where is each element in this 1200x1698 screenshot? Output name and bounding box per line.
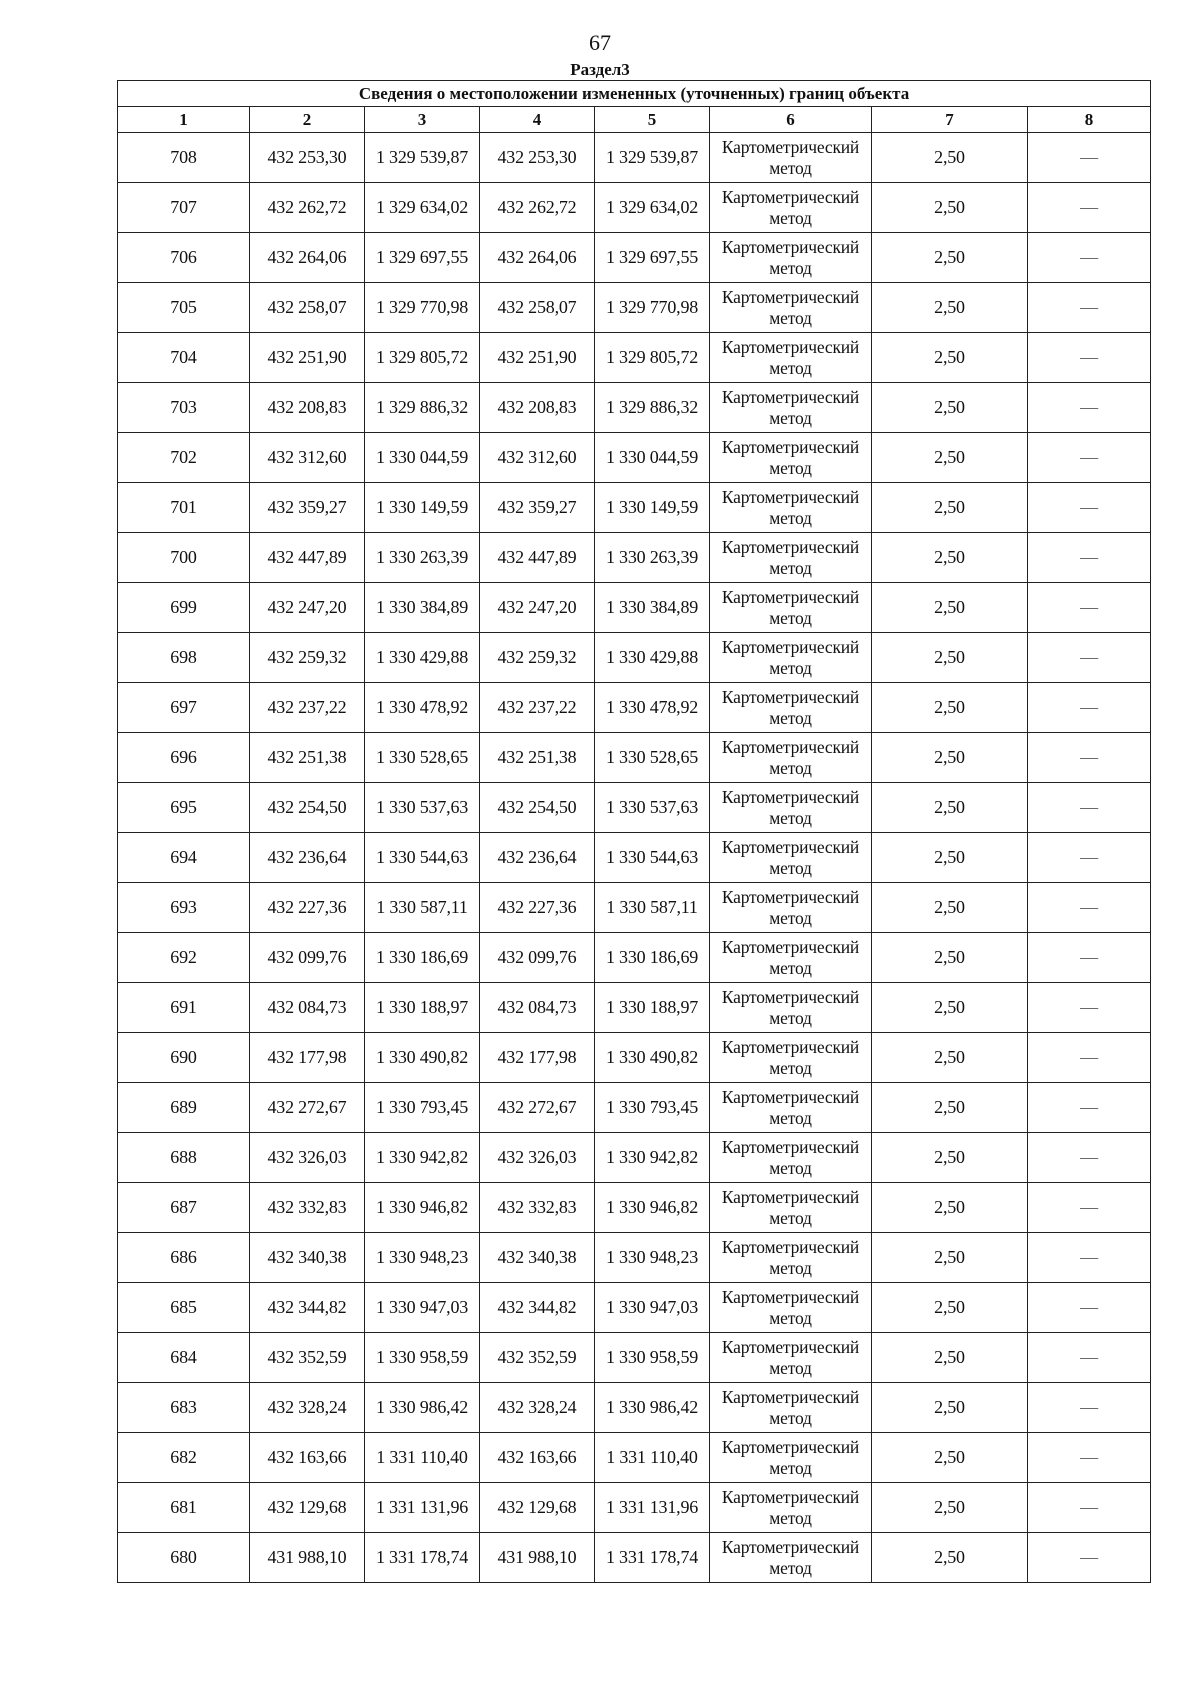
cell-y-new: 1 329 805,72 xyxy=(595,333,710,383)
cell-note: — xyxy=(1028,283,1151,333)
cell-x-new: 432 312,60 xyxy=(480,433,595,483)
cell-x-existing: 432 258,07 xyxy=(250,283,365,333)
cell-point-number: 685 xyxy=(118,1283,250,1333)
cell-point-number: 703 xyxy=(118,383,250,433)
cell-y-existing: 1 330 188,97 xyxy=(365,983,480,1033)
cell-x-existing: 432 340,38 xyxy=(250,1233,365,1283)
cell-note: — xyxy=(1028,1283,1151,1333)
cell-note: — xyxy=(1028,783,1151,833)
cell-note: — xyxy=(1028,833,1151,883)
cell-y-existing: 1 329 539,87 xyxy=(365,133,480,183)
cell-point-number: 706 xyxy=(118,233,250,283)
cell-x-existing: 432 237,22 xyxy=(250,683,365,733)
cell-y-new: 1 330 942,82 xyxy=(595,1133,710,1183)
cell-note: — xyxy=(1028,983,1151,1033)
table-row xyxy=(118,1183,1151,1233)
cell-y-existing: 1 330 429,88 xyxy=(365,633,480,683)
cell-method: Картометрический метод xyxy=(710,283,872,333)
cell-point-number: 695 xyxy=(118,783,250,833)
cell-method: Картометрический метод xyxy=(710,333,872,383)
cell-y-existing: 1 330 948,23 xyxy=(365,1233,480,1283)
cell-x-new: 432 272,67 xyxy=(480,1083,595,1133)
cell-accuracy: 2,50 xyxy=(872,433,1028,483)
cell-method: Картометрический метод xyxy=(710,883,872,933)
table-row xyxy=(118,583,1151,633)
cell-note: — xyxy=(1028,1233,1151,1283)
cell-note: — xyxy=(1028,1533,1151,1583)
table-row xyxy=(118,1433,1151,1483)
cell-point-number: 702 xyxy=(118,433,250,483)
table-row xyxy=(118,1033,1151,1083)
cell-accuracy: 2,50 xyxy=(872,283,1028,333)
column-number-row xyxy=(118,107,1151,133)
cell-method: Картометрический метод xyxy=(710,1333,872,1383)
cell-x-new: 432 177,98 xyxy=(480,1033,595,1083)
cell-accuracy: 2,50 xyxy=(872,1433,1028,1483)
cell-accuracy: 2,50 xyxy=(872,533,1028,583)
table-row xyxy=(118,433,1151,483)
cell-method: Картометрический метод xyxy=(710,433,872,483)
cell-x-new: 432 258,07 xyxy=(480,283,595,333)
cell-x-new: 432 328,24 xyxy=(480,1383,595,1433)
cell-point-number: 701 xyxy=(118,483,250,533)
cell-y-new: 1 329 770,98 xyxy=(595,283,710,333)
cell-note: — xyxy=(1028,883,1151,933)
cell-y-new: 1 330 490,82 xyxy=(595,1033,710,1083)
cell-accuracy: 2,50 xyxy=(872,383,1028,433)
cell-y-new: 1 329 539,87 xyxy=(595,133,710,183)
table-row xyxy=(118,483,1151,533)
table-row xyxy=(118,533,1151,583)
cell-x-existing: 432 259,32 xyxy=(250,633,365,683)
cell-x-existing: 432 312,60 xyxy=(250,433,365,483)
table-row xyxy=(118,633,1151,683)
cell-point-number: 686 xyxy=(118,1233,250,1283)
cell-x-existing: 432 236,64 xyxy=(250,833,365,883)
cell-point-number: 699 xyxy=(118,583,250,633)
cell-method: Картометрический метод xyxy=(710,783,872,833)
cell-y-new: 1 330 186,69 xyxy=(595,933,710,983)
cell-y-new: 1 330 544,63 xyxy=(595,833,710,883)
cell-accuracy: 2,50 xyxy=(872,1283,1028,1333)
cell-accuracy: 2,50 xyxy=(872,1383,1028,1433)
cell-x-existing: 432 328,24 xyxy=(250,1383,365,1433)
cell-point-number: 707 xyxy=(118,183,250,233)
column-number: 7 xyxy=(872,107,1028,133)
column-number: 8 xyxy=(1028,107,1151,133)
cell-accuracy: 2,50 xyxy=(872,1133,1028,1183)
cell-accuracy: 2,50 xyxy=(872,1083,1028,1133)
cell-method: Картометрический метод xyxy=(710,983,872,1033)
cell-point-number: 693 xyxy=(118,883,250,933)
cell-y-existing: 1 330 263,39 xyxy=(365,533,480,583)
cell-x-existing: 432 251,90 xyxy=(250,333,365,383)
cell-y-new: 1 330 384,89 xyxy=(595,583,710,633)
cell-x-existing: 432 247,20 xyxy=(250,583,365,633)
cell-method: Картометрический метод xyxy=(710,133,872,183)
table-row xyxy=(118,233,1151,283)
cell-method: Картометрический метод xyxy=(710,483,872,533)
cell-x-new: 432 227,36 xyxy=(480,883,595,933)
cell-y-new: 1 330 429,88 xyxy=(595,633,710,683)
table-row xyxy=(118,933,1151,983)
cell-note: — xyxy=(1028,333,1151,383)
cell-x-existing: 432 326,03 xyxy=(250,1133,365,1183)
cell-x-new: 432 247,20 xyxy=(480,583,595,633)
column-number: 3 xyxy=(365,107,480,133)
cell-accuracy: 2,50 xyxy=(872,1333,1028,1383)
cell-y-existing: 1 330 587,11 xyxy=(365,883,480,933)
cell-y-existing: 1 330 946,82 xyxy=(365,1183,480,1233)
cell-x-existing: 432 352,59 xyxy=(250,1333,365,1383)
cell-point-number: 692 xyxy=(118,933,250,983)
cell-accuracy: 2,50 xyxy=(872,883,1028,933)
cell-y-new: 1 330 946,82 xyxy=(595,1183,710,1233)
cell-note: — xyxy=(1028,1183,1151,1233)
cell-x-new: 432 208,83 xyxy=(480,383,595,433)
column-number: 1 xyxy=(118,107,250,133)
cell-accuracy: 2,50 xyxy=(872,633,1028,683)
table-row xyxy=(118,1383,1151,1433)
cell-point-number: 696 xyxy=(118,733,250,783)
cell-accuracy: 2,50 xyxy=(872,583,1028,633)
cell-y-existing: 1 330 537,63 xyxy=(365,783,480,833)
cell-point-number: 690 xyxy=(118,1033,250,1083)
table-row xyxy=(118,1533,1151,1583)
cell-y-existing: 1 331 131,96 xyxy=(365,1483,480,1533)
cell-accuracy: 2,50 xyxy=(872,133,1028,183)
cell-x-existing: 432 344,82 xyxy=(250,1283,365,1333)
cell-point-number: 684 xyxy=(118,1333,250,1383)
cell-x-new: 432 254,50 xyxy=(480,783,595,833)
cell-accuracy: 2,50 xyxy=(872,233,1028,283)
cell-note: — xyxy=(1028,533,1151,583)
cell-note: — xyxy=(1028,1483,1151,1533)
cell-y-new: 1 330 528,65 xyxy=(595,733,710,783)
cell-x-existing: 431 988,10 xyxy=(250,1533,365,1583)
cell-y-existing: 1 329 805,72 xyxy=(365,333,480,383)
cell-y-existing: 1 330 544,63 xyxy=(365,833,480,883)
cell-y-existing: 1 329 886,32 xyxy=(365,383,480,433)
cell-method: Картометрический метод xyxy=(710,1033,872,1083)
cell-y-new: 1 330 537,63 xyxy=(595,783,710,833)
cell-accuracy: 2,50 xyxy=(872,683,1028,733)
column-number: 6 xyxy=(710,107,872,133)
table-row xyxy=(118,133,1151,183)
cell-x-new: 432 236,64 xyxy=(480,833,595,883)
cell-x-existing: 432 447,89 xyxy=(250,533,365,583)
table-row xyxy=(118,983,1151,1033)
table-row xyxy=(118,183,1151,233)
cell-point-number: 683 xyxy=(118,1383,250,1433)
table-row xyxy=(118,1083,1151,1133)
table-row xyxy=(118,283,1151,333)
cell-note: — xyxy=(1028,1033,1151,1083)
cell-point-number: 688 xyxy=(118,1133,250,1183)
cell-x-new: 432 084,73 xyxy=(480,983,595,1033)
cell-note: — xyxy=(1028,1383,1151,1433)
cell-accuracy: 2,50 xyxy=(872,1483,1028,1533)
cell-point-number: 705 xyxy=(118,283,250,333)
cell-accuracy: 2,50 xyxy=(872,1533,1028,1583)
cell-note: — xyxy=(1028,633,1151,683)
cell-x-existing: 432 264,06 xyxy=(250,233,365,283)
cell-x-new: 432 099,76 xyxy=(480,933,595,983)
cell-note: — xyxy=(1028,233,1151,283)
cell-point-number: 704 xyxy=(118,333,250,383)
cell-y-new: 1 330 986,42 xyxy=(595,1383,710,1433)
table-row xyxy=(118,1483,1151,1533)
table-caption: Сведения о местоположении измененных (уточненных) границ объекта xyxy=(118,81,1151,107)
cell-x-new: 432 163,66 xyxy=(480,1433,595,1483)
table-row xyxy=(118,333,1151,383)
cell-note: — xyxy=(1028,183,1151,233)
cell-note: — xyxy=(1028,1433,1151,1483)
cell-y-existing: 1 330 044,59 xyxy=(365,433,480,483)
cell-accuracy: 2,50 xyxy=(872,1233,1028,1283)
cell-y-new: 1 330 478,92 xyxy=(595,683,710,733)
table-row xyxy=(118,733,1151,783)
cell-accuracy: 2,50 xyxy=(872,983,1028,1033)
cell-y-existing: 1 330 478,92 xyxy=(365,683,480,733)
cell-accuracy: 2,50 xyxy=(872,1033,1028,1083)
cell-note: — xyxy=(1028,1133,1151,1183)
cell-y-new: 1 330 188,97 xyxy=(595,983,710,1033)
cell-method: Картометрический метод xyxy=(710,1283,872,1333)
cell-x-existing: 432 163,66 xyxy=(250,1433,365,1483)
cell-point-number: 698 xyxy=(118,633,250,683)
cell-y-new: 1 330 149,59 xyxy=(595,483,710,533)
cell-y-existing: 1 329 770,98 xyxy=(365,283,480,333)
table-row xyxy=(118,1133,1151,1183)
cell-method: Картометрический метод xyxy=(710,933,872,983)
cell-method: Картометрический метод xyxy=(710,1533,872,1583)
cell-note: — xyxy=(1028,1333,1151,1383)
cell-y-new: 1 331 110,40 xyxy=(595,1433,710,1483)
table-row xyxy=(118,1233,1151,1283)
cell-y-existing: 1 331 110,40 xyxy=(365,1433,480,1483)
cell-x-new: 432 352,59 xyxy=(480,1333,595,1383)
column-number: 2 xyxy=(250,107,365,133)
cell-note: — xyxy=(1028,383,1151,433)
cell-x-new: 432 340,38 xyxy=(480,1233,595,1283)
cell-x-new: 432 259,32 xyxy=(480,633,595,683)
column-number: 5 xyxy=(595,107,710,133)
cell-x-new: 432 264,06 xyxy=(480,233,595,283)
table-body xyxy=(118,133,1151,1583)
cell-x-new: 432 129,68 xyxy=(480,1483,595,1533)
page-number: 67 xyxy=(589,30,611,55)
cell-point-number: 689 xyxy=(118,1083,250,1133)
cell-point-number: 680 xyxy=(118,1533,250,1583)
cell-point-number: 697 xyxy=(118,683,250,733)
cell-method: Картометрический метод xyxy=(710,733,872,783)
cell-note: — xyxy=(1028,583,1151,633)
cell-point-number: 700 xyxy=(118,533,250,583)
cell-accuracy: 2,50 xyxy=(872,783,1028,833)
cell-x-existing: 432 129,68 xyxy=(250,1483,365,1533)
cell-x-existing: 432 272,67 xyxy=(250,1083,365,1133)
cell-method: Картометрический метод xyxy=(710,833,872,883)
cell-method: Картометрический метод xyxy=(710,183,872,233)
cell-y-new: 1 330 958,59 xyxy=(595,1333,710,1383)
table-row xyxy=(118,783,1151,833)
cell-y-existing: 1 329 697,55 xyxy=(365,233,480,283)
cell-note: — xyxy=(1028,933,1151,983)
cell-y-existing: 1 330 186,69 xyxy=(365,933,480,983)
cell-accuracy: 2,50 xyxy=(872,483,1028,533)
cell-y-new: 1 331 131,96 xyxy=(595,1483,710,1533)
cell-point-number: 682 xyxy=(118,1433,250,1483)
table-row xyxy=(118,833,1151,883)
cell-accuracy: 2,50 xyxy=(872,1183,1028,1233)
cell-x-new: 432 262,72 xyxy=(480,183,595,233)
cell-point-number: 694 xyxy=(118,833,250,883)
cell-y-existing: 1 330 986,42 xyxy=(365,1383,480,1433)
cell-y-existing: 1 330 490,82 xyxy=(365,1033,480,1083)
cell-x-existing: 432 084,73 xyxy=(250,983,365,1033)
cell-y-existing: 1 330 942,82 xyxy=(365,1133,480,1183)
cell-y-existing: 1 330 149,59 xyxy=(365,483,480,533)
cell-y-existing: 1 330 384,89 xyxy=(365,583,480,633)
cell-note: — xyxy=(1028,733,1151,783)
cell-x-existing: 432 359,27 xyxy=(250,483,365,533)
cell-note: — xyxy=(1028,133,1151,183)
cell-x-new: 432 447,89 xyxy=(480,533,595,583)
cell-y-new: 1 330 948,23 xyxy=(595,1233,710,1283)
cell-method: Картометрический метод xyxy=(710,1133,872,1183)
cell-x-existing: 432 251,38 xyxy=(250,733,365,783)
cell-y-new: 1 329 697,55 xyxy=(595,233,710,283)
cell-x-new: 431 988,10 xyxy=(480,1533,595,1583)
cell-x-new: 432 344,82 xyxy=(480,1283,595,1333)
cell-note: — xyxy=(1028,683,1151,733)
cell-y-new: 1 330 263,39 xyxy=(595,533,710,583)
cell-x-existing: 432 253,30 xyxy=(250,133,365,183)
cell-note: — xyxy=(1028,433,1151,483)
cell-x-existing: 432 254,50 xyxy=(250,783,365,833)
table-caption-row xyxy=(118,81,1151,107)
cell-method: Картометрический метод xyxy=(710,533,872,583)
cell-method: Картометрический метод xyxy=(710,683,872,733)
cell-x-new: 432 326,03 xyxy=(480,1133,595,1183)
cell-method: Картометрический метод xyxy=(710,383,872,433)
cell-note: — xyxy=(1028,483,1151,533)
cell-x-existing: 432 227,36 xyxy=(250,883,365,933)
cell-y-new: 1 329 886,32 xyxy=(595,383,710,433)
cell-x-new: 432 251,90 xyxy=(480,333,595,383)
table-row xyxy=(118,1283,1151,1333)
table-row xyxy=(118,683,1151,733)
cell-method: Картометрический метод xyxy=(710,1083,872,1133)
cell-x-new: 432 251,38 xyxy=(480,733,595,783)
cell-point-number: 708 xyxy=(118,133,250,183)
cell-method: Картометрический метод xyxy=(710,1483,872,1533)
table-row xyxy=(118,1333,1151,1383)
cell-x-new: 432 332,83 xyxy=(480,1183,595,1233)
cell-y-existing: 1 330 793,45 xyxy=(365,1083,480,1133)
cell-method: Картометрический метод xyxy=(710,633,872,683)
cell-x-new: 432 359,27 xyxy=(480,483,595,533)
cell-y-new: 1 330 947,03 xyxy=(595,1283,710,1333)
cell-y-new: 1 330 587,11 xyxy=(595,883,710,933)
cell-x-existing: 432 262,72 xyxy=(250,183,365,233)
cell-method: Картометрический метод xyxy=(710,1183,872,1233)
cell-x-existing: 432 208,83 xyxy=(250,383,365,433)
cell-x-new: 432 253,30 xyxy=(480,133,595,183)
cell-point-number: 681 xyxy=(118,1483,250,1533)
cell-point-number: 687 xyxy=(118,1183,250,1233)
cell-accuracy: 2,50 xyxy=(872,833,1028,883)
cell-y-existing: 1 331 178,74 xyxy=(365,1533,480,1583)
cell-accuracy: 2,50 xyxy=(872,733,1028,783)
cell-x-existing: 432 099,76 xyxy=(250,933,365,983)
table-row xyxy=(118,383,1151,433)
cell-method: Картометрический метод xyxy=(710,233,872,283)
cell-method: Картометрический метод xyxy=(710,1433,872,1483)
cell-y-new: 1 330 044,59 xyxy=(595,433,710,483)
cell-y-new: 1 330 793,45 xyxy=(595,1083,710,1133)
cell-method: Картометрический метод xyxy=(710,1233,872,1283)
cell-y-existing: 1 330 528,65 xyxy=(365,733,480,783)
cell-accuracy: 2,50 xyxy=(872,183,1028,233)
cell-accuracy: 2,50 xyxy=(872,333,1028,383)
cell-method: Картометрический метод xyxy=(710,583,872,633)
cell-y-new: 1 331 178,74 xyxy=(595,1533,710,1583)
cell-note: — xyxy=(1028,1083,1151,1133)
cell-y-new: 1 329 634,02 xyxy=(595,183,710,233)
cell-y-existing: 1 330 958,59 xyxy=(365,1333,480,1383)
coordinates-table xyxy=(117,80,1151,1583)
cell-point-number: 691 xyxy=(118,983,250,1033)
cell-y-existing: 1 330 947,03 xyxy=(365,1283,480,1333)
cell-method: Картометрический метод xyxy=(710,1383,872,1433)
cell-y-existing: 1 329 634,02 xyxy=(365,183,480,233)
cell-x-existing: 432 177,98 xyxy=(250,1033,365,1083)
table-row xyxy=(118,883,1151,933)
cell-x-new: 432 237,22 xyxy=(480,683,595,733)
cell-accuracy: 2,50 xyxy=(872,933,1028,983)
column-number: 4 xyxy=(480,107,595,133)
section-title: Раздел3 xyxy=(570,60,630,79)
cell-x-existing: 432 332,83 xyxy=(250,1183,365,1233)
